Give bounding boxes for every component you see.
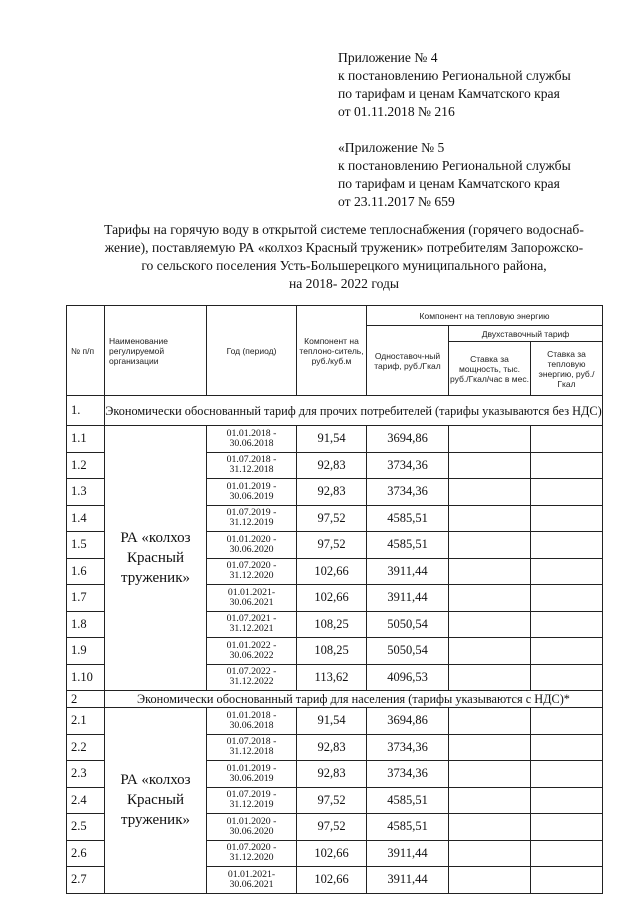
period-cell: [207, 867, 297, 894]
period-end: 31.12.2020: [229, 570, 274, 582]
period-end: 30.06.2020: [229, 543, 274, 555]
row-number: 2.6: [67, 840, 105, 867]
one-part-tariff-value: 3694,86: [367, 708, 449, 735]
capacity-rate-value: [449, 452, 531, 479]
title-line: Тарифы на горячую воду в открытой системе теплоснабжения (горячего водоснаб-: [104, 222, 584, 237]
water-component-value: 92,83: [297, 479, 367, 506]
appendix-line: «Приложение № 5: [338, 140, 445, 155]
capacity-rate-value: [449, 664, 531, 691]
period-cell: [207, 505, 297, 532]
row-number: 1.10: [67, 664, 105, 691]
header-water-component: Компонент на теплоно-ситель, руб./куб.м: [297, 306, 367, 396]
capacity-rate-value: [449, 479, 531, 506]
header-energy-component: Компонент на тепловую энергию: [367, 306, 603, 326]
document-title: [66, 221, 622, 293]
header-capacity-rate: Ставка за мощность, тыс. руб./Гкал/час в мес.: [449, 342, 531, 396]
row-number: 1.4: [67, 505, 105, 532]
row-number: 1.7: [67, 585, 105, 612]
row-number: 1.2: [67, 452, 105, 479]
one-part-tariff-value: 3694,86: [367, 426, 449, 453]
one-part-tariff-value: 4585,51: [367, 814, 449, 841]
one-part-tariff-value: 3911,44: [367, 558, 449, 585]
header-two-part-tariff: Двухставочный тариф: [449, 326, 603, 342]
water-component-value: 102,66: [297, 585, 367, 612]
water-component-value: 102,66: [297, 558, 367, 585]
capacity-rate-value: [449, 787, 531, 814]
period-cell: [207, 787, 297, 814]
heat-rate-value: [531, 787, 603, 814]
capacity-rate-value: [449, 867, 531, 894]
water-component-value: 92,83: [297, 452, 367, 479]
one-part-tariff-value: 5050,54: [367, 611, 449, 638]
appendix-line: от 23.11.2017 № 659: [338, 194, 455, 209]
period-cell: [207, 638, 297, 665]
period-end: 30.06.2022: [229, 649, 274, 661]
one-part-tariff-value: 3734,36: [367, 761, 449, 788]
row-number: 2.7: [67, 867, 105, 894]
heat-rate-value: [531, 532, 603, 559]
period-cell: [207, 558, 297, 585]
period-start: 01.01.2021-: [227, 868, 276, 880]
appendix-line: Приложение № 4: [338, 50, 438, 65]
period-cell: [207, 664, 297, 691]
period-cell: [207, 479, 297, 506]
section-number: 2: [67, 691, 105, 708]
title-line: жение), поставляемую РА «колхоз Красный труженик» потребителям Запорожско-: [104, 240, 584, 255]
row-number: 2.5: [67, 814, 105, 841]
capacity-rate-value: [449, 708, 531, 735]
tariff-table: [66, 305, 603, 894]
period-end: 30.06.2019: [229, 772, 274, 784]
header-period: Год (период): [207, 306, 297, 396]
period-end: 31.12.2022: [229, 676, 274, 688]
heat-rate-value: [531, 867, 603, 894]
appendix-line: к постановлению Региональной службы: [338, 158, 571, 173]
one-part-tariff-value: 4096,53: [367, 664, 449, 691]
period-start: 01.01.2021-: [227, 586, 276, 598]
period-start: 01.07.2021 -: [226, 613, 277, 625]
period-start: 01.07.2022 -: [226, 666, 277, 678]
heat-rate-value: [531, 734, 603, 761]
water-component-value: 97,52: [297, 532, 367, 559]
water-component-value: 102,66: [297, 867, 367, 894]
period-cell: [207, 734, 297, 761]
heat-rate-value: [531, 664, 603, 691]
row-number: 1.6: [67, 558, 105, 585]
capacity-rate-value: [449, 558, 531, 585]
water-component-value: 92,83: [297, 734, 367, 761]
period-end: 30.06.2021: [229, 596, 274, 608]
period-end: 31.12.2021: [229, 623, 274, 635]
one-part-tariff-value: 4585,51: [367, 787, 449, 814]
water-component-value: 97,52: [297, 814, 367, 841]
period-cell: [207, 452, 297, 479]
row-number: 1.1: [67, 426, 105, 453]
period-start: 01.07.2018 -: [226, 454, 277, 466]
one-part-tariff-value: 4585,51: [367, 505, 449, 532]
water-component-value: 91,54: [297, 426, 367, 453]
water-component-value: 108,25: [297, 611, 367, 638]
water-component-value: 102,66: [297, 840, 367, 867]
one-part-tariff-value: 3911,44: [367, 585, 449, 612]
one-part-tariff-value: 3734,36: [367, 734, 449, 761]
water-component-value: 113,62: [297, 664, 367, 691]
row-number: 2.3: [67, 761, 105, 788]
header-heat-rate: Ставка за тепловую энергию, руб./Гкал: [531, 342, 603, 396]
one-part-tariff-value: 3734,36: [367, 452, 449, 479]
water-component-value: 91,54: [297, 708, 367, 735]
one-part-tariff-value: 3734,36: [367, 479, 449, 506]
period-end: 31.12.2019: [229, 799, 274, 811]
period-start: 01.01.2022 -: [226, 639, 277, 651]
period-end: 30.06.2020: [229, 825, 274, 837]
section-row: [67, 691, 603, 708]
heat-rate-value: [531, 638, 603, 665]
organization-name: РА «колхоз Красный труженик»: [105, 426, 207, 691]
period-cell: [207, 532, 297, 559]
capacity-rate-value: [449, 505, 531, 532]
section-row: [67, 396, 603, 426]
period-cell: [207, 611, 297, 638]
appendix-line: по тарифам и ценам Камчатского края: [338, 176, 560, 191]
organization-name: РА «колхоз Красный труженик»: [105, 708, 207, 894]
row-number: 1.3: [67, 479, 105, 506]
period-start: 01.01.2018 -: [226, 709, 277, 721]
heat-rate-value: [531, 558, 603, 585]
period-start: 01.01.2019 -: [226, 762, 277, 774]
period-end: 31.12.2018: [229, 464, 274, 476]
appendix-line: к постановлению Региональной службы: [338, 68, 571, 83]
period-end: 31.12.2019: [229, 517, 274, 529]
heat-rate-value: [531, 840, 603, 867]
water-component-value: 92,83: [297, 761, 367, 788]
one-part-tariff-value: 3911,44: [367, 840, 449, 867]
period-cell: [207, 840, 297, 867]
appendix-header: [338, 49, 571, 121]
capacity-rate-value: [449, 611, 531, 638]
one-part-tariff-value: 3911,44: [367, 867, 449, 894]
one-part-tariff-value: 4585,51: [367, 532, 449, 559]
row-number: 2.1: [67, 708, 105, 735]
period-start: 01.07.2019 -: [226, 507, 277, 519]
water-component-value: 97,52: [297, 787, 367, 814]
section-label: Экономически обоснованный тариф для населения (тарифы указываются с НДС)*: [105, 691, 603, 708]
heat-rate-value: [531, 611, 603, 638]
capacity-rate-value: [449, 840, 531, 867]
period-start: 01.07.2018 -: [226, 736, 277, 748]
heat-rate-value: [531, 426, 603, 453]
heat-rate-value: [531, 452, 603, 479]
period-cell: [207, 814, 297, 841]
table-row: [67, 708, 603, 735]
appendix-line: по тарифам и ценам Камчатского края: [338, 86, 560, 101]
heat-rate-value: [531, 479, 603, 506]
period-end: 31.12.2018: [229, 746, 274, 758]
heat-rate-value: [531, 505, 603, 532]
period-cell: [207, 708, 297, 735]
period-start: 01.01.2019 -: [226, 480, 277, 492]
capacity-rate-value: [449, 426, 531, 453]
row-number: 2.2: [67, 734, 105, 761]
water-component-value: 97,52: [297, 505, 367, 532]
period-start: 01.01.2020 -: [226, 815, 277, 827]
period-end: 30.06.2019: [229, 490, 274, 502]
appendix-line: от 01.11.2018 № 216: [338, 104, 455, 119]
capacity-rate-value: [449, 638, 531, 665]
period-cell: [207, 585, 297, 612]
period-start: 01.01.2018 -: [226, 427, 277, 439]
capacity-rate-value: [449, 532, 531, 559]
period-start: 01.01.2020 -: [226, 533, 277, 545]
period-start: 01.07.2020 -: [226, 560, 277, 572]
capacity-rate-value: [449, 734, 531, 761]
one-part-tariff-value: 5050,54: [367, 638, 449, 665]
period-start: 01.07.2020 -: [226, 842, 277, 854]
heat-rate-value: [531, 814, 603, 841]
period-end: 31.12.2020: [229, 852, 274, 864]
header-one-part-tariff: Одноставоч-ный тариф, руб./Гкал: [367, 326, 449, 396]
header-organization: Наименование регулируемой организации: [105, 306, 207, 396]
heat-rate-value: [531, 585, 603, 612]
capacity-rate-value: [449, 585, 531, 612]
period-end: 30.06.2021: [229, 878, 274, 890]
water-component-value: 108,25: [297, 638, 367, 665]
title-line: на 2018- 2022 годы: [288, 276, 400, 291]
heat-rate-value: [531, 761, 603, 788]
row-number: 1.9: [67, 638, 105, 665]
row-number: 1.8: [67, 611, 105, 638]
period-end: 30.06.2018: [229, 719, 274, 731]
previous-appendix-header: [338, 139, 571, 211]
row-number: 2.4: [67, 787, 105, 814]
capacity-rate-value: [449, 814, 531, 841]
table-row: [67, 426, 603, 453]
period-start: 01.07.2019 -: [226, 789, 277, 801]
period-cell: [207, 426, 297, 453]
period-cell: [207, 761, 297, 788]
period-end: 30.06.2018: [229, 437, 274, 449]
title-line: го сельского поселения Усть-Большерецкого муниципального района,: [141, 258, 547, 273]
capacity-rate-value: [449, 761, 531, 788]
section-number: 1.: [67, 396, 105, 426]
header-num: № п/п: [67, 306, 105, 396]
row-number: 1.5: [67, 532, 105, 559]
section-label: Экономически обоснованный тариф для прочих потребителей (тарифы указываются без НДС): [105, 396, 603, 426]
heat-rate-value: [531, 708, 603, 735]
